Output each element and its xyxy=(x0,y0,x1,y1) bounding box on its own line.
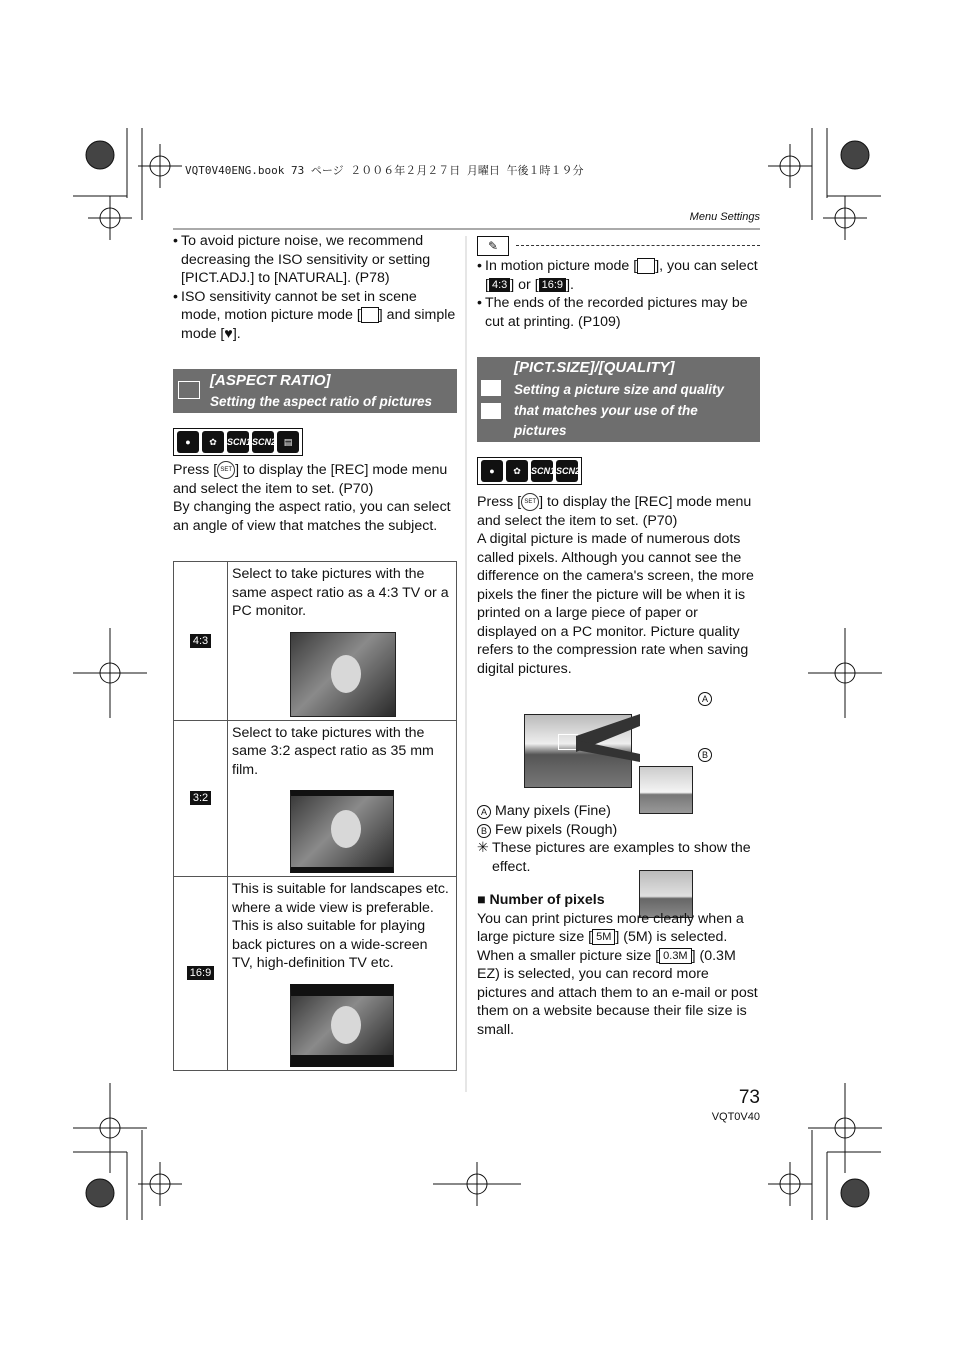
print-header: VQT0V40ENG.book 73 ページ ２００６年２月２７日 月曜日 午後１時１９分 xyxy=(185,164,584,177)
ratio-16-9-photo xyxy=(290,984,394,1067)
menu-set-icon: SET xyxy=(217,461,235,479)
pict-size-subtitle: Setting a picture size and quality that matches your use of the pictures xyxy=(514,382,725,438)
aspect-ratio-table xyxy=(173,561,457,1071)
caption-a: A Many pixels (Fine) xyxy=(477,802,760,821)
aspect-ratio-subtitle: Setting the aspect ratio of pictures xyxy=(210,394,433,409)
ratio-4-3-text: Select to take pictures with the same aspect ratio as a 4:3 TV or a PC monitor. xyxy=(232,566,449,619)
ratio-16-9-badge: 16:9 xyxy=(187,966,214,980)
note-bullet-print: • The ends of the recorded pictures may be cut at printing. (P109) xyxy=(477,294,760,331)
aspect-description: By changing the aspect ratio, you can select an angle of view that matches the subject. xyxy=(173,499,451,534)
camera-mode-icon: ● xyxy=(481,460,503,482)
size-5m-icon: 5M xyxy=(592,929,615,945)
scene2-mode-icon: SCN2 xyxy=(556,460,578,482)
table-row xyxy=(174,877,457,1071)
pixel-captions xyxy=(477,802,760,876)
label-b-marker: B xyxy=(698,748,712,762)
ratio-3-2-text: Select to take pictures with the same 3:2 aspect ratio as 35 mm film. xyxy=(232,724,434,778)
quality-icon xyxy=(481,403,501,419)
aspect-ratio-header xyxy=(173,369,457,413)
note-icon: ✎ xyxy=(477,236,509,256)
scene2-mode-icon: SCN2 xyxy=(252,431,274,453)
zoom-lines xyxy=(574,692,644,772)
running-head: Menu Settings xyxy=(689,211,760,223)
macro-mode-icon: ✿ xyxy=(202,431,224,453)
note-bullet-motion: • In motion picture mode [ ], you can select [ 4:3 ] or [ 16:9 ]. xyxy=(477,257,760,294)
note-bullets xyxy=(477,257,760,331)
aspect-ratio-title: [ASPECT RATIO] xyxy=(210,372,331,389)
menu-set-icon: SET xyxy=(521,493,539,511)
ratio-16-9-text: This is suitable for landscapes etc. where a wide view is preferable. This is also suitable for playing back pictures on a wide-screen TV, high-definition TV etc. xyxy=(232,881,449,971)
number-of-pixels xyxy=(477,891,760,1039)
aspect-ratio-icon xyxy=(178,381,200,399)
bullet-iso-scene: • ISO sensitivity cannot be set in scene mode, motion picture mode [ ] and simple mode [♥]. xyxy=(173,288,457,344)
size-03m-icon: 0.3M xyxy=(659,948,691,964)
scene1-mode-icon: SCN1 xyxy=(227,431,249,453)
ratio-16-9-badge: 16:9 xyxy=(539,278,566,292)
caption-b: B Few pixels (Rough) xyxy=(477,821,760,840)
ratio-3-2-badge: 3:2 xyxy=(190,791,211,805)
pict-body: A digital picture is made of numerous dots called pixels. Although you cannot see the difference on the camera's screen, the more pixels the finer the picture will be when it is printed on a large piece of paper or displayed on a PC monitor. Picture quality refers to the compression rate when saving digital pictures. xyxy=(477,531,754,677)
aspect-mode-icons xyxy=(173,428,303,456)
pixel-illustration xyxy=(524,692,720,792)
motion-picture-icon xyxy=(637,258,655,274)
macro-mode-icon: ✿ xyxy=(506,460,528,482)
table-row xyxy=(174,720,457,877)
scene1-mode-icon: SCN1 xyxy=(531,460,553,482)
camera-mode-icon: ● xyxy=(177,431,199,453)
ratio-4-3-badge: 4:3 xyxy=(489,278,510,292)
number-body: You can print pictures more clearly when a large picture size [ 5M ] (5M) is selected. When a smaller picture size [ 0.3M ] (0.3M EZ) is selected, you can record more pictures and attach them to an e-mail or post them on a website because their file size is small. xyxy=(477,910,758,1038)
ratio-4-3-photo xyxy=(290,632,396,717)
table-row xyxy=(174,562,457,721)
aspect-intro: Press [ SET ] to display the [REC] mode menu and select the item to set. (P70) By changing the aspect ratio, you can select an angle of view that matches the subject. xyxy=(173,462,451,534)
ratio-4-3-badge: 4:3 xyxy=(190,634,211,648)
square-bullet-icon: ■ xyxy=(477,892,490,908)
motion-mode-icon: ▤ xyxy=(277,431,299,453)
caption-note: ✳ These pictures are examples to show the effect. xyxy=(477,840,751,875)
pict-size-title: [PICT.SIZE]/[QUALITY] xyxy=(514,359,675,376)
number-heading: ■ Number of pixels xyxy=(477,892,605,908)
label-a-marker: A xyxy=(698,692,712,706)
left-bullets xyxy=(173,232,457,343)
pict-intro: Press [ SET ] to display the [REC] mode menu and select the item to set. (P70) A digital picture is made of numerous dots called pixels. Although you cannot see the difference on the camera's screen, the more pixels the finer the picture will be when it is printed on a large piece of paper or displayed on a PC monitor. Picture quality refers to the compression rate when saving digital pictures. xyxy=(477,494,754,677)
pict-size-header xyxy=(477,357,760,442)
heart-icon: ♥ xyxy=(224,325,233,342)
pict-size-icon xyxy=(481,380,501,396)
bullet-iso-noise: • To avoid picture noise, we recommend decreasing the ISO sensitivity or setting [PICT.ADJ.] to [NATURAL]. (P78) xyxy=(173,232,457,288)
ratio-3-2-photo xyxy=(290,790,394,873)
pict-mode-icons xyxy=(477,457,582,485)
footer-code: VQT0V40 xyxy=(711,1111,760,1123)
note-dashed-rule xyxy=(516,245,760,246)
page-number: 73 xyxy=(738,1087,760,1108)
motion-picture-icon xyxy=(361,307,379,323)
